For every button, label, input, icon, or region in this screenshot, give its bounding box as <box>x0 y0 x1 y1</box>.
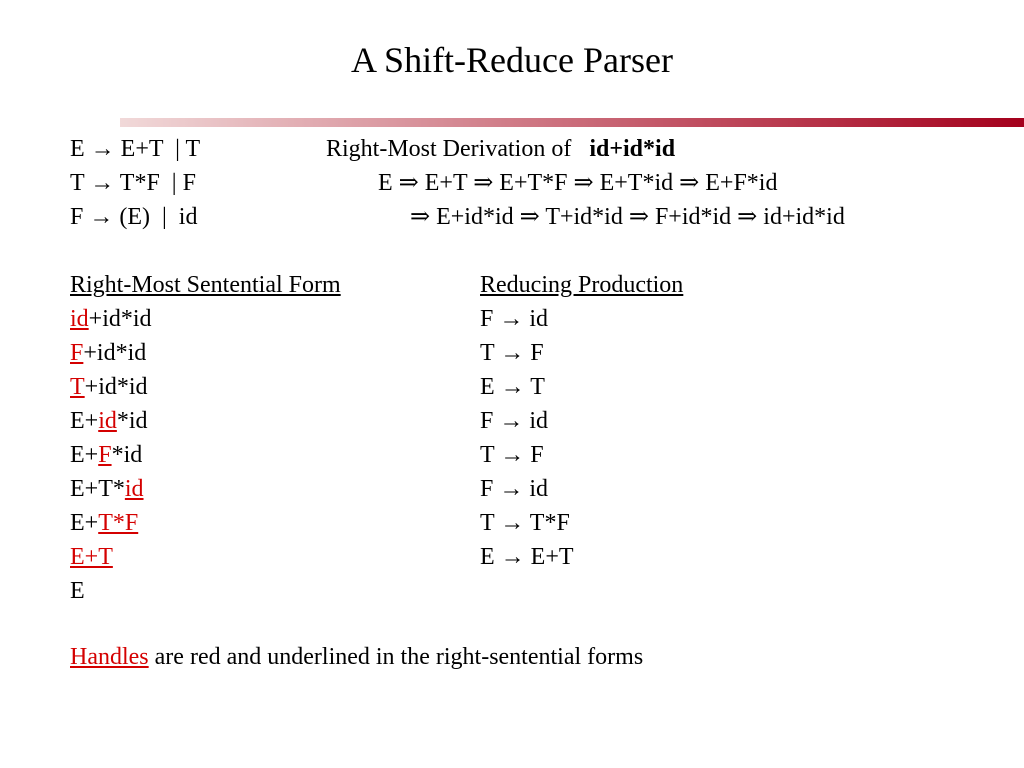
handle: id <box>98 408 117 434</box>
grammar-rule-f: F → (E) | id <box>70 204 198 230</box>
form-suffix: +id*id <box>88 306 152 332</box>
form-prefix: E <box>70 578 85 604</box>
reducing-production: E → T <box>480 374 545 400</box>
sentential-form <box>70 508 138 538</box>
sentential-form <box>70 576 85 606</box>
handle: T*F <box>98 510 139 536</box>
handle: E+T <box>70 544 113 570</box>
derivation-string: id+id*id <box>589 136 676 162</box>
form-suffix: +id*id <box>83 340 147 366</box>
derivation-line-2: ⇒ E+id*id ⇒ T+id*id ⇒ F+id*id ⇒ id+id*id <box>410 204 845 230</box>
sentential-form <box>70 372 148 402</box>
sentential-form <box>70 474 144 504</box>
footnote <box>70 642 643 672</box>
handle: F <box>70 340 84 366</box>
footnote-text: are red and underlined in the right-sentential forms <box>148 644 644 670</box>
grammar-rule-e: E → E+T | T <box>70 136 201 162</box>
sentential-form <box>70 542 113 572</box>
reducing-production: F → id <box>480 476 549 502</box>
derivation-heading <box>326 134 675 164</box>
derivation-label: Right-Most Derivation of <box>326 136 572 162</box>
handle: T <box>70 374 85 400</box>
grammar-rule-t: T → T*F | F <box>70 170 196 196</box>
sentential-form <box>70 338 146 368</box>
footnote-handles-word: Handles <box>70 644 149 670</box>
derivation-line-1: E ⇒ E+T ⇒ E+T*F ⇒ E+T*id ⇒ E+F*id <box>378 170 778 196</box>
header-sentential-form: Right-Most Sentential Form <box>70 272 341 298</box>
form-prefix: E+ <box>70 442 99 468</box>
title-underline-rule <box>120 118 1024 127</box>
sentential-form <box>70 406 148 436</box>
form-suffix: *id <box>111 442 143 468</box>
reducing-production: F → id <box>480 306 549 332</box>
form-prefix: E+ <box>70 408 99 434</box>
reducing-production: F → id <box>480 408 549 434</box>
sentential-form <box>70 440 142 470</box>
handle: id <box>124 476 144 502</box>
reducing-production: T → F <box>480 340 544 366</box>
header-reducing-production: Reducing Production <box>480 272 684 298</box>
handle: id <box>70 306 89 332</box>
form-prefix: E+T* <box>70 476 125 502</box>
reducing-production: T → F <box>480 442 544 468</box>
form-suffix: *id <box>116 408 148 434</box>
reducing-production: T → T*F <box>480 510 570 536</box>
handle: F <box>98 442 112 468</box>
page-title: A Shift-Reduce Parser <box>351 40 673 80</box>
sentential-form <box>70 304 152 334</box>
reducing-production: E → E+T <box>480 544 574 570</box>
form-suffix: +id*id <box>84 374 148 400</box>
form-prefix: E+ <box>70 510 99 536</box>
